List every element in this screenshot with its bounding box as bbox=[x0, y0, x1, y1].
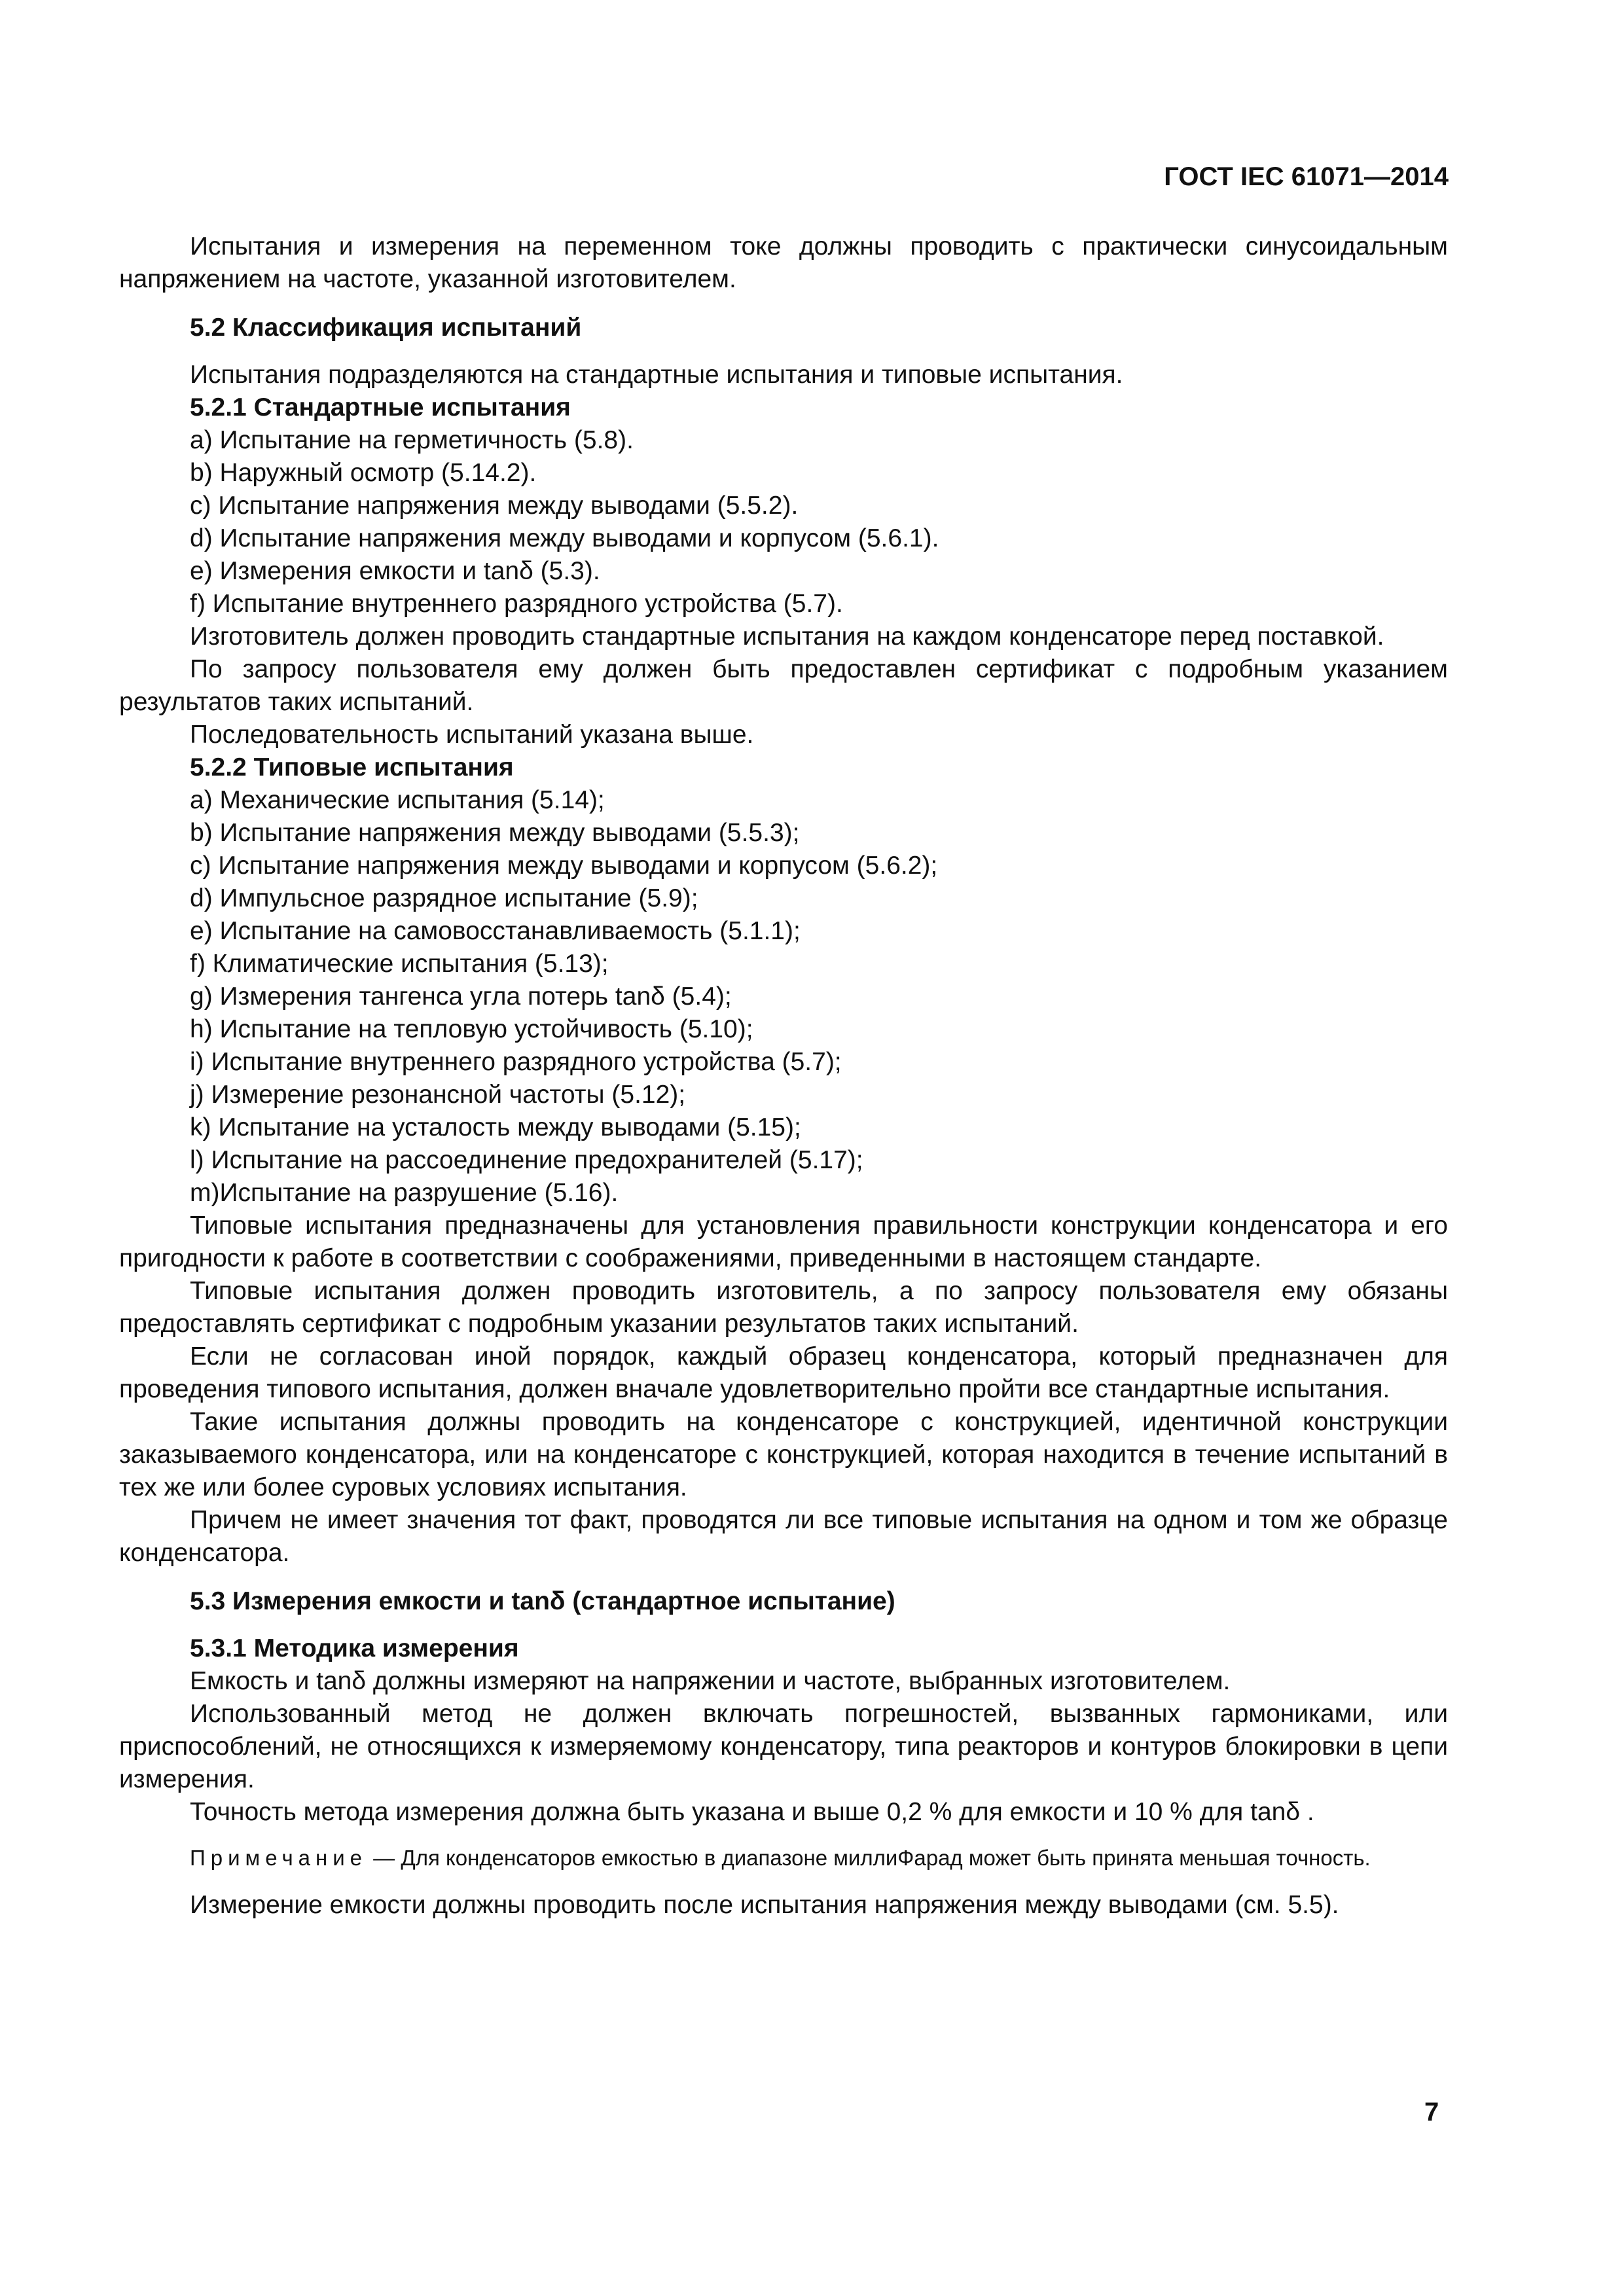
section-heading-5-3: 5.3 Измерения емкости и tanδ (стандартное испытание) bbox=[190, 1587, 895, 1615]
list-item: h) Испытание на тепловую устойчивость (5.10); bbox=[190, 1015, 753, 1043]
list-item: d) Испытание напряжения между выводами и корпусом (5.6.1). bbox=[190, 524, 939, 552]
list-item: c) Испытание напряжения между выводами и корпусом (5.6.2); bbox=[190, 852, 938, 880]
paragraph: Изготовитель должен проводить стандартные испытания на каждом конденсаторе перед поставкой. bbox=[190, 622, 1384, 651]
list-item: j) Измерение резонансной частоты (5.12); bbox=[190, 1081, 686, 1109]
paragraph: Такие испытания должны проводить на конденсаторе с конструкцией, идентичной конструкции заказываемого конденсатора, или на конденсаторе с конструкцией, которая находится в течение испытаний в тех же или более суровых условиях испытания. bbox=[119, 1408, 1448, 1501]
list-item: a) Механические испытания (5.14); bbox=[190, 786, 605, 814]
note-label: Примечание bbox=[190, 1846, 368, 1870]
paragraph: Типовые испытания должен проводить изготовитель, а по запросу пользователя ему обязаны предоставлять сертификат с подробным указании результатов таких испытаний. bbox=[119, 1277, 1448, 1338]
section-heading-5-2: 5.2 Классификация испытаний bbox=[190, 314, 582, 342]
list-item: m)Испытание на разрушение (5.16). bbox=[190, 1179, 619, 1207]
subsection-heading-5-2-1: 5.2.1 Стандартные испытания bbox=[190, 393, 571, 422]
subsection-heading-5-3-1: 5.3.1 Методика измерения bbox=[190, 1634, 519, 1662]
paragraph: Испытания и измерения на переменном токе должны проводить с практически синусоидальным напряжением на частоте, указанной изготовителем. bbox=[119, 232, 1448, 293]
list-item: c) Испытание напряжения между выводами (5.5.2). bbox=[190, 492, 799, 520]
paragraph: По запросу пользователя ему должен быть предоставлен сертификат с подробным указанием результатов таких испытаний. bbox=[119, 655, 1448, 716]
list-item: e) Испытание на самовосстанавливаемость (5.1.1); bbox=[190, 917, 801, 945]
paragraph: Использованный метод не должен включать погрешностей, вызванных гармониками, или приспособлений, не относящихся к измеряемому конденсатору, типа реакторов и контуров блокировки в цепи измерения. bbox=[119, 1700, 1448, 1793]
list-item: e) Измерения емкости и tanδ (5.3). bbox=[190, 557, 600, 585]
list-item: f) Испытание внутреннего разрядного устройства (5.7). bbox=[190, 590, 843, 618]
list-item: i) Испытание внутреннего разрядного устройства (5.7); bbox=[190, 1048, 842, 1076]
paragraph: Измерение емкости должны проводить после испытания напряжения между выводами (см. 5.5). bbox=[190, 1891, 1339, 1919]
list-item: a) Испытание на герметичность (5.8). bbox=[190, 426, 634, 454]
paragraph: Емкость и tanδ должны измеряют на напряжении и частоте, выбранных изготовителем. bbox=[190, 1667, 1231, 1695]
paragraph: Типовые испытания предназначены для установления правильности конструкции конденсатора и его пригодности к работе в соответствии с соображениями, приведенными в настоящем стандарте. bbox=[119, 1211, 1448, 1272]
list-item: d) Импульсное разрядное испытание (5.9); bbox=[190, 884, 698, 912]
paragraph: Последовательность испытаний указана выше. bbox=[190, 721, 754, 749]
paragraph: Причем не имеет значения тот факт, проводятся ли все типовые испытания на одном и том же образце конденсатора. bbox=[119, 1506, 1448, 1567]
list-item: k) Испытание на усталость между выводами (5.15); bbox=[190, 1113, 801, 1141]
list-item: b) Испытание напряжения между выводами (5.5.3); bbox=[190, 819, 800, 847]
list-item: b) Наружный осмотр (5.14.2). bbox=[190, 459, 537, 487]
list-item: f) Климатические испытания (5.13); bbox=[190, 950, 609, 978]
note bbox=[119, 1843, 1448, 1873]
document-header: ГОСТ IEC 61071—2014 bbox=[1164, 162, 1449, 191]
page-number: 7 bbox=[1424, 2098, 1439, 2126]
document-body bbox=[119, 230, 1448, 1922]
subsection-heading-5-2-2: 5.2.2 Типовые испытания bbox=[190, 753, 514, 781]
paragraph: Если не согласован иной порядок, каждый образец конденсатора, который предназначен для проведения типового испытания, должен вначале удовлетворительно пройти все стандартные испытания. bbox=[119, 1342, 1448, 1403]
list-item: l) Испытание на рассоединение предохранителей (5.17); bbox=[190, 1146, 863, 1174]
paragraph: Точность метода измерения должна быть указана и выше 0,2 % для емкости и 10 % для tanδ . bbox=[190, 1798, 1314, 1826]
list-item: g) Измерения тангенса угла потерь tanδ (5.4); bbox=[190, 982, 732, 1011]
paragraph: Испытания подразделяются на стандартные испытания и типовые испытания. bbox=[190, 361, 1123, 389]
note-text: — Для конденсаторов емкостью в диапазоне миллиФарад может быть принята меньшая точность. bbox=[367, 1846, 1371, 1870]
